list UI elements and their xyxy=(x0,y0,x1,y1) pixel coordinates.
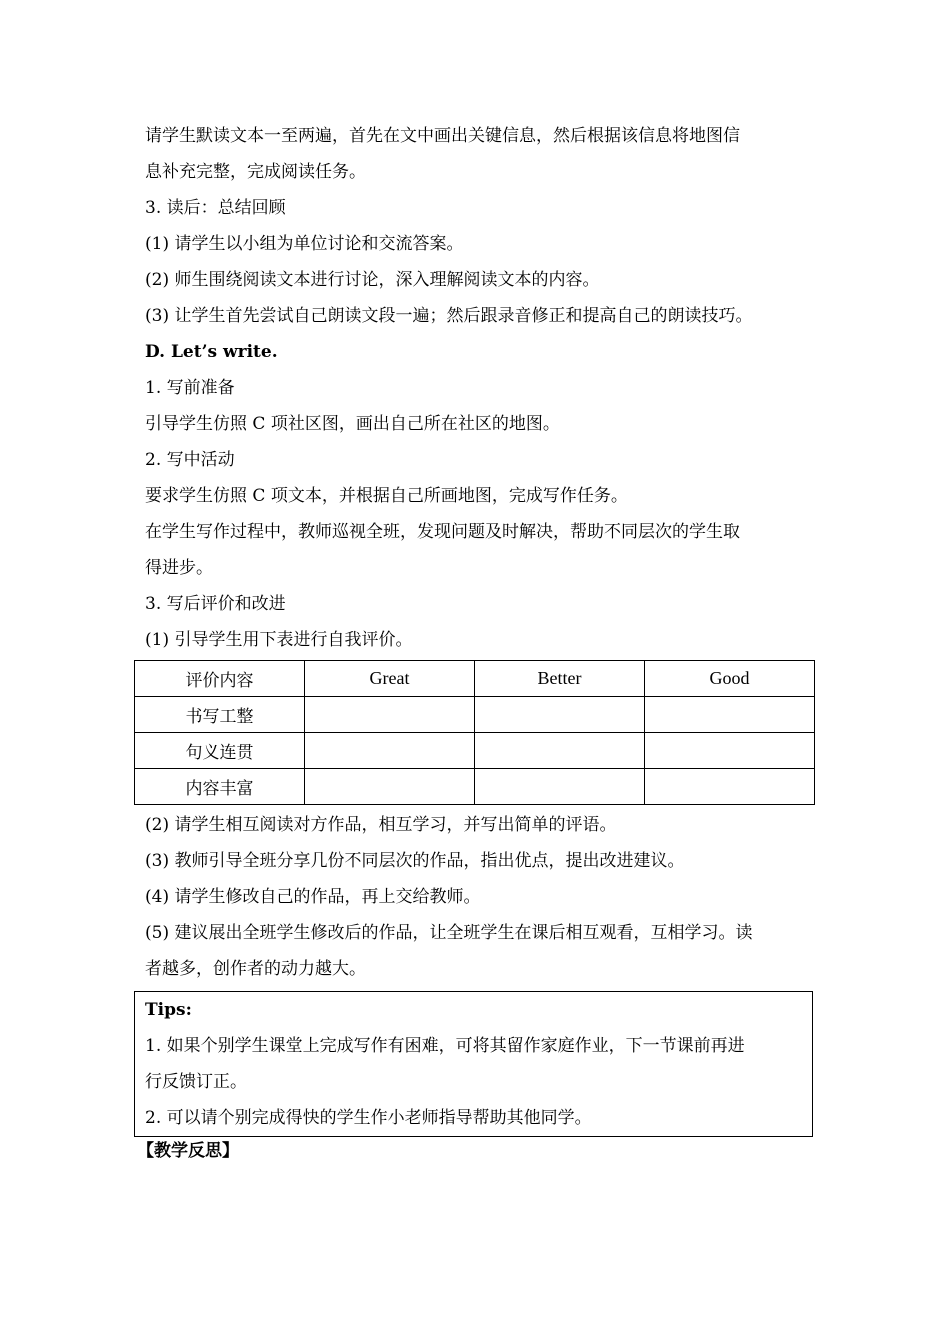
tips-line: 2. 可以请个别完成得快的学生作小老师指导帮助其他同学。 xyxy=(145,1108,592,1128)
step-heading: 3. 读后：总结回顾 xyxy=(145,198,286,218)
paragraph: (2) 请学生相互阅读对方作品，相互学习，并写出简单的评语。 xyxy=(145,815,617,835)
paragraph: (5) 建议展出全班学生修改后的作品，让全班学生在课后相互观看，互相学习。读 xyxy=(145,923,753,943)
paragraph: (1) 引导学生用下表进行自我评价。 xyxy=(145,630,413,650)
table-cell: 句义连贯 xyxy=(135,733,305,769)
table-row xyxy=(135,697,815,733)
step-heading: 1. 写前准备 xyxy=(145,378,235,398)
table-cell xyxy=(475,769,645,805)
table-header-cell: Better xyxy=(475,661,645,697)
tips-line: 行反馈订正。 xyxy=(145,1072,247,1092)
tips-box xyxy=(134,991,813,1137)
paragraph: (4) 请学生修改自己的作品，再上交给教师。 xyxy=(145,887,481,907)
table-row xyxy=(135,733,815,769)
table-header-cell: Great xyxy=(305,661,475,697)
reflection-heading: 【教学反思】 xyxy=(137,1141,239,1161)
paragraph: (3) 教师引导全班分享几份不同层次的作品，指出优点，提出改进建议。 xyxy=(145,851,685,871)
table-cell: 书写工整 xyxy=(135,697,305,733)
tips-title: Tips: xyxy=(145,1000,192,1020)
section-title-d: D. Let’s write. xyxy=(145,342,278,362)
paragraph: 息补充完整，完成阅读任务。 xyxy=(145,162,366,182)
table-row xyxy=(135,769,815,805)
table-cell xyxy=(645,733,815,769)
tips-line: 1. 如果个别学生课堂上完成写作有困难，可将其留作家庭作业，下一节课前再进 xyxy=(145,1036,745,1056)
paragraph: (2) 师生围绕阅读文本进行讨论，深入理解阅读文本的内容。 xyxy=(145,270,600,290)
table-cell xyxy=(475,733,645,769)
table-header-row xyxy=(135,661,815,697)
paragraph: (1) 请学生以小组为单位讨论和交流答案。 xyxy=(145,234,464,254)
table-header-cell: Good xyxy=(645,661,815,697)
table-cell xyxy=(475,697,645,733)
table-cell xyxy=(305,733,475,769)
paragraph: 在学生写作过程中，教师巡视全班，发现问题及时解决，帮助不同层次的学生取 xyxy=(145,522,740,542)
paragraph: (3) 让学生首先尝试自己朗读文段一遍；然后跟录音修正和提高自己的朗读技巧。 xyxy=(145,306,753,326)
paragraph: 要求学生仿照 C 项文本，并根据自己所画地图，完成写作任务。 xyxy=(145,486,628,506)
step-heading: 2. 写中活动 xyxy=(145,450,235,470)
table-cell xyxy=(645,697,815,733)
table-cell: 内容丰富 xyxy=(135,769,305,805)
document-body xyxy=(137,118,815,1165)
table-cell xyxy=(645,769,815,805)
paragraph: 得进步。 xyxy=(145,558,213,578)
table-cell xyxy=(305,697,475,733)
evaluation-table xyxy=(134,660,815,805)
paragraph: 请学生默读文本一至两遍，首先在文中画出关键信息，然后根据该信息将地图信 xyxy=(145,126,740,146)
table-header-cell: 评价内容 xyxy=(135,661,305,697)
paragraph: 者越多，创作者的动力越大。 xyxy=(145,959,366,979)
step-heading: 3. 写后评价和改进 xyxy=(145,594,286,614)
table-cell xyxy=(305,769,475,805)
paragraph: 引导学生仿照 C 项社区图，画出自己所在社区的地图。 xyxy=(145,414,560,434)
